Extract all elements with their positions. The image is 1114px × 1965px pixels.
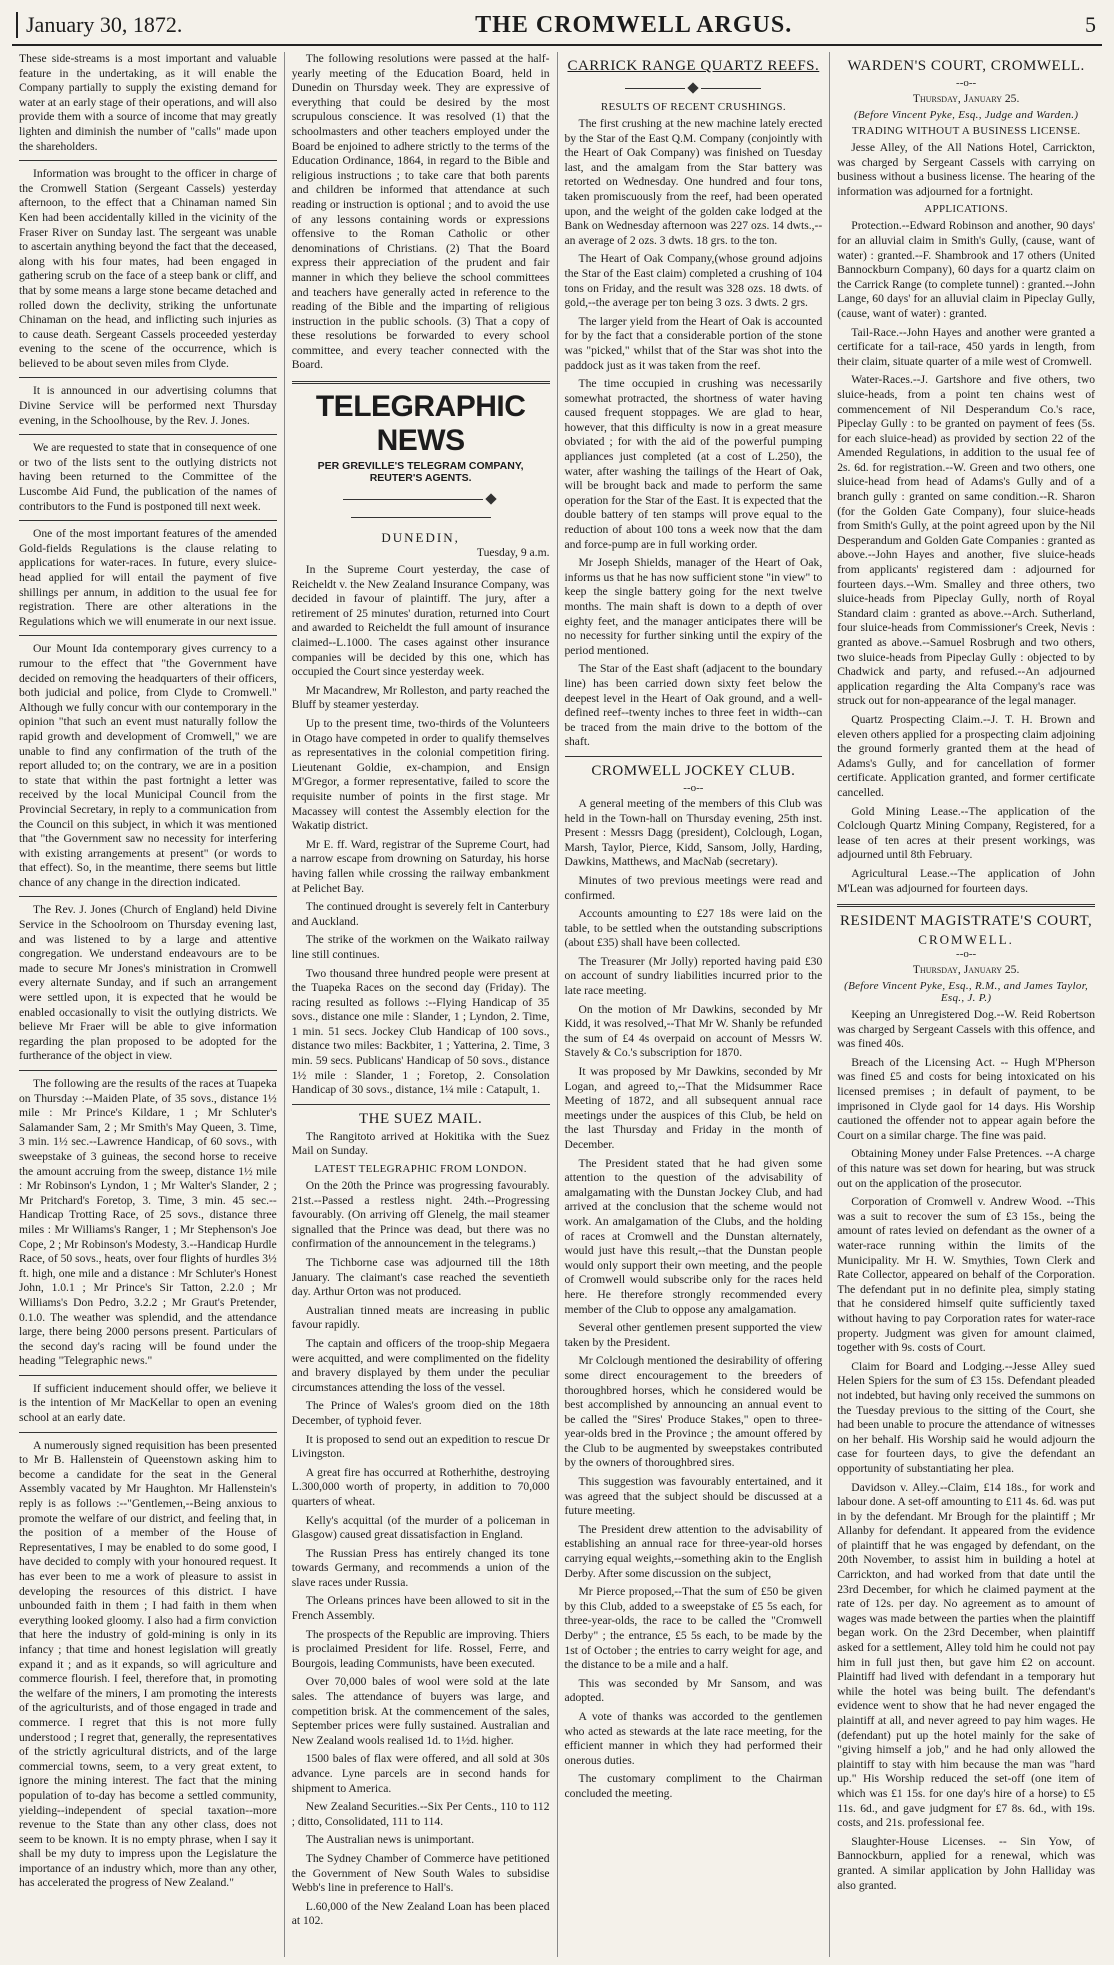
paragraph: New Zealand Securities.--Six Per Cents., 110 to 112 ; ditto, Consolidated, 111 to 114. — [291, 1800, 550, 1828]
masthead — [12, 8, 1102, 46]
suez-mail-subheading: LATEST TELEGRAPHIC FROM LONDON. — [314, 1163, 527, 1176]
paragraph: The Rangitoto arrived at Hokitika with the Suez Mail on Sunday. — [291, 1129, 550, 1158]
paragraph: The Star of the East shaft (adjacent to the boundary line) has been carried down sixty feet below the deepest level in the Heart of Oak ground, and a well-defined reef--twenty inches to three feet in width--can be traced from the main drive to the bottom of the shaft. — [564, 662, 823, 749]
dateline-place: DUNEDIN, — [381, 530, 460, 546]
paragraph: The Sydney Chamber of Commerce have petitioned the Government of New South Wales to subsidise Webb's line in preference to Hall's. — [291, 1851, 550, 1895]
divider — [565, 756, 823, 757]
paragraph: Up to the present time, two-thirds of the Volunteers in Otago have competed in order to qualify themselves as representatives in the colonial competition firing. Lieutenant Goldie, ex-champion, and Ensign M'Gregor, a former representative, failed to score the requisite number of points in the first stage. Mr Macassey will contest the Assembly election for the Wakatip district. — [291, 717, 550, 833]
paragraph: The Treasurer (Mr Jolly) reported having paid £30 on account of sundry liabilities incurred prior to the late race meeting. — [564, 954, 823, 998]
paragraph: It was proposed by Mr Dawkins, seconded by Mr Logan, and agreed to,--That the Midsummer Race Meeting of 1872, and all subsequent annual race meetings under the auspices of this Club, be held on the last Thursday and Friday in the month of December. — [564, 1065, 823, 1151]
paragraph: Mr Macandrew, Mr Rolleston, and party reached the Bluff by steamer yesterday. — [291, 683, 550, 712]
paragraph: The customary compliment to the Chairman concluded the meeting. — [564, 1772, 823, 1800]
paragraph: The Rev. J. Jones (Church of England) held Divine Service in the Schoolroom on Thursday evening last, and was listened to by a large and attentive congregation. We understand endeavours are to be made to secure Mr Jones's ministration in Cromwell every alternate Sunday, and if such an arrangement were settled upon, it is expected that he would be enabled occasionally to visit the outlying districts. We believe Mr Fraer will be able to give information regarding the plan proposed to be adopted for the furtherance of the object in view. — [19, 903, 277, 1063]
divider — [19, 520, 277, 521]
divider — [837, 904, 1095, 907]
column-2 — [285, 52, 558, 1957]
divider — [19, 896, 277, 897]
paragraph: One of the most important features of the amended Gold-fields Regulations is the clause relating to applications for water-races. In future, every sluice-head applied for will entail the payment of five shillings per annum, in addition to the usual fee for registration. There are other alterations in the Regulations which we will enumerate in our next issue. — [19, 527, 277, 628]
paragraph: Mr Joseph Shields, manager of the Heart of Oak, informs us that he has now sufficient stone "in view" to keep the single battery going for the next twelve months. The main shaft is down to a depth of over eighty feet, and the manager anticipates there will be no necessity for further sinking until the expiry of the period mentioned. — [564, 556, 823, 657]
paragraph: A numerously signed requisition has been presented to Mr B. Hallenstein of Queenstown asking him to become a candidate for the seat in the General Assembly vacated by Mr Haughton. Mr Hallenstein's reply is as follows :--"Gentlemen,--Being anxious to promote the welfare of our district, and feeling that, in the position of a member of the House of Representatives, I may be enabled to do some good, I have decided to comply with your honoured request. It has ever been to me a work of pleasure to assist in developing the resources of this district. I have unbounded faith in them ; I had faith in them when everything looked gloomy. I also had a firm conviction that here the industry of gold-mining is only in its infancy ; that time and honest legislation will greatly expand it ; and as it expands, so will agriculture and commerce flourish. I feel, therefore that, in promoting the welfare of the miners, I am promoting the interests of the agriculturists, and of those engaged in trade and commerce. I regret that this is not more fully understood ; I regret that, generally, the representatives of the strictly agricultural districts, and of the large commercial towns, seem, to a very great extent, to ignore the mining interest. The fact that the mining population of to-day has become a settled community, yielding--independent of special taxation--more revenue to the State than any other class, does not seem to be known. It is no empty phrase, when I say it shall be my duty to impress upon the Legislature the importance of an industry which, more than any other, has accelerated the progress of New Zealand." — [19, 1438, 277, 1890]
divider — [292, 1104, 550, 1105]
paragraph: A vote of thanks was accorded to the gentlemen who acted as stewards at the late race meeting, for the efficient manner in which they had performed their onerous duties. — [564, 1709, 823, 1767]
paragraph: Gold Mining Lease.--The application of the Colclough Quartz Mining Company, Registered, for a lease of ten acres at their present workings, was adjourned until 8th February. — [837, 804, 1095, 862]
magistrates-court-place: CROMWELL. — [918, 932, 1014, 948]
jockey-club-heading: CROMWELL JOCKEY CLUB. — [591, 762, 796, 779]
paragraph: We are requested to state that in consequence of one or two of the lists sent to the outlying districts not having been returned to the Committee of the Luscombe Aid Fund, the publication of the names of contributors to the Fund is postponed till next week. — [19, 441, 277, 513]
newspaper-title: THE CROMWELL ARGUS. — [475, 11, 793, 38]
divider — [292, 381, 550, 384]
paragraph: Kelly's acquittal (of the murder of a policeman in Glasgow) caused great dissatisfaction in England. — [291, 1513, 550, 1542]
paragraph: Obtaining Money under False Pretences. --A charge of this nature was set down for hearing, but was struck out on the application of the prosecutor. — [837, 1147, 1095, 1190]
paragraph: The time occupied in crushing was necessarily somewhat protracted, the shortness of water having caused frequent stoppages. We are glad to hear, however, that this difficulty is now in a great measure obviated ; for with the aid of the powerful pumping appliances just completed (at a cost of L.250), the water, after washing the tailings of the Heart of Oak, will be brought back and made to perform the same operation for the Star of the East. It is expected that the double battery of ten stamps will prove equal to the reduction of about 100 tons a week now that the dam and force-pump are in full working order. — [564, 377, 823, 551]
paragraph: Tail-Race.--John Hayes and another were granted a certificate for a tail-race, 450 yards in length, from their claim, situate quarter of a mile west of Cromwell. — [837, 325, 1095, 368]
paragraph: Minutes of two previous meetings were read and confirmed. — [564, 873, 823, 902]
paragraph: The continued drought is severely felt in Canterbury and Auckland. — [291, 900, 550, 928]
separator: --o-- — [956, 77, 977, 89]
paragraph: It is announced in our advertising columns that Divine Service will be performed next Thursday evening, in the Schoolhouse, by the Rev. J. Jones. — [19, 384, 277, 427]
divider — [19, 1070, 277, 1071]
paragraph: A general meeting of the members of this Club was held in the Town-hall on Thursday evening, 25th inst. Present : Messrs Dagg (president), Colclough, Logan, Marsh, Taylor, Pierce, Kidd, Sansom, Jolly, Harding, Dawkins, Matthews, and MacNab (secretary). — [564, 796, 823, 869]
divider — [19, 160, 277, 161]
paragraph: Corporation of Cromwell v. Andrew Wood. --This was a suit to recover the sum of £3 15s., being the amount of rates levied on defendant as the owner of a water-race running within the limits of the Municipality. Mr H. W. Smythies, Town Clerk and Rate Collector, appeared on behalf of the Corporation. The defendant put in no definite plea, simply stating that he considered himself quite sufficiently taxed without having to pay Corporation rates for water-race property. Judgment was given for amount claimed, together with 9s. costs of Court. — [837, 1195, 1095, 1355]
paragraph: Claim for Board and Lodging.--Jesse Alley sued Helen Spiers for the sum of £3 15s. Defendant pleaded not indebted, but having only received the summons on the Tuesday previous to the sitting of the Court, she had been unable to procure the attendance of witnesses on her behalf. His Worship said he would adjourn the case for fourteen days, to give the defendant an opportunity of substantiating her plea. — [837, 1359, 1095, 1475]
paragraph: Two thousand three hundred people were present at the Tuapeka Races on the second day (Friday). The racing resulted as follows :--Flying Handicap of 35 sovs., distance one mile : Slander, 1 ; Lyndon, 2. Time, 1 min. 51 secs. Jockey Club Handicap of 100 sovs., distance two miles: Backbiter, 1 ; Yatterina, 2. Time, 3 min. 59 secs. Publicans' Handicap of 50 sovs., distance 1½ mile : Slander, 1 ; Foretop, 2. Consolation Handicap of 30 sovs., distance, 1¼ mile : Catapult, 1. — [291, 966, 550, 1097]
carrick-range-subheading: RESULTS OF RECENT CRUSHINGS. — [600, 101, 786, 113]
paragraph: Australian tinned meats are increasing in public favour rapidly. — [291, 1303, 550, 1332]
paragraph: 1500 bales of flax were offered, and all sold at 30s advance. Lyne parcels are in second hands for shipment to America. — [291, 1752, 550, 1795]
paragraph: These side-streams is a most important and valuable feature in the undertaking, as it will enable the Company partially to supply the existing demand for water at an early stage of their operations, and will also provide them with a source of income that may greatly lighten and diminish the number of "calls" made upon the shareholders. — [19, 52, 277, 153]
column-1 — [12, 52, 285, 1957]
paragraph: Keeping an Unregistered Dog.--W. Reid Robertson was charged by Sergeant Cassels with this offence, and was fined 40s. — [837, 1008, 1095, 1051]
issue-date: January 30, 1872. — [16, 12, 182, 38]
court-bench: (Before Vincent Pyke, Esq., R.M., and James Taylor, Esq., J. P.) — [844, 980, 1089, 1005]
column-4 — [830, 52, 1102, 1957]
paragraph: Mr E. ff. Ward, registrar of the Supreme Court, had a narrow escape from drowning on Saturday, his horse having fallen while crossing the railway embankment at Pelichet Bay. — [291, 837, 550, 895]
paragraph: Quartz Prospecting Claim.--J. T. H. Brown and eleven others applied for a prospecting claim adjoining the ground formerly granted them at the head of Adams's Gully, and for cancellation of former certificate. Application granted, and former certificate cancelled. — [837, 712, 1095, 799]
paragraph: A great fire has occurred at Rotherhithe, destroying L.300,000 worth of property, in addition to 70,000 quarters of wheat. — [291, 1465, 550, 1508]
telegraphic-news-heading: TELEGRAPHIC NEWS — [315, 390, 526, 458]
divider — [19, 1375, 277, 1376]
column-3 — [558, 52, 831, 1957]
paragraph: The following resolutions were passed at the half-yearly meeting of the Education Board, held in Dunedin on Thursday week. They are expressive of everything that could be desired by the most scrupulous conscience. It was resolved (1) that the schoolmasters and other teachers employed under the Board be enjoined to adhere strictly to the terms of the Education Ordinance, 1864, in regard to the Bible and religious instructions ; to take care that both parents and children be informed that attendance at such reading or instruction is optional ; and to avoid the use of any lessons containing words or expressions offensive to the Roman Catholic or other denominations of Christians. (2) That the Board express their appreciation of the prudent and fair manner in which they believe the school committees and teachers have generally acted in reference to the reading of the Bible and the imparting of religious instruction in the public schools. (3) That a copy of these resolutions be forwarded to every school committee, and every teacher connected with the Board. — [291, 52, 550, 372]
paragraph: L.60,000 of the New Zealand Loan has been placed at 102. — [291, 1899, 550, 1928]
paragraph: Breach of the Licensing Act. -- Hugh M'Pherson was fined £5 and costs for being intoxicated on his licensed premises ; in default of payment, to be imprisoned in Clyde gaol for 14 days. His Worship cautioned the offender not to appear again before the Court on a similar charge. The fine was paid. — [837, 1055, 1095, 1142]
section-heading: APPLICATIONS. — [924, 203, 1008, 216]
paragraph: Water-Races.--J. Gartshore and five others, two sluice-heads, from a point ten chains west of commencement of Nil Desperandum Co.'s race, Pipeclay Gully : to be granted on payment of fees (5s. for each sluice-head) as provided by section 22 of the Amended Regulations, in addition to the usual fee of 2s. 6d. for registration.--W. Green and two others, one sluice-head from head of Adams's Gully and of a branch gully : granted on same condition.--R. Sharon (for the Golden Gate Company), four sluice-heads from Smith's Gully, at the point agreed upon by the Nil Desperandum and Golden Gate Companies : granted as above.--John Hayes and another, five sluice-heads from applicants' registered dam : adjourned for fourteen days.--Wm. Smalley and three others, two sluice-heads from Pipeclay Gully, north of Royal Standard claim : granted as above.--Arch. Sutherland, four sluice-heads from Commissioner's Creek, Nevis : granted as above.--Samuel Rosbrugh and two others, two sluice-heads from Pipeclay Gully : objected to by Chadwick and party, and refused.--An adjourned application regarding the Alta Company's race was struck out for non-appearance of the legal manager. — [837, 373, 1095, 708]
paragraph: The prospects of the Republic are improving. Thiers is proclaimed President for life. Rossel, Ferre, and Bourgois, leading Communists, have been executed. — [291, 1627, 550, 1670]
paragraph: Protection.--Edward Robinson and another, 90 days' for an alluvial claim in Smith's Gully, (cause, want of water) : granted.--F. Shambrook and 17 others (United Bannockburn Company), 60 days for a quartz claim on the Carrick Range (to complete tunnel) : granted.--John Lange, 60 days' for an alluvial claim in Pipeclay Gully, (cause, want of water) : granted. — [837, 219, 1095, 320]
paragraph: Slaughter-House Licenses. -- Sin Yow, of Bannockburn, applied for a renewal, which was granted. A similar application by John Halliday was also granted. — [837, 1834, 1095, 1892]
divider — [19, 434, 277, 435]
paragraph: Davidson v. Alley.--Claim, £14 18s., for work and labour done. A set-off amounting to £11 4s. 6d. was put in by the defendant. Mr Brough for the plaintiff ; Mr Allanby for defendant. It appeared from the evidence of plaintiff that he was engaged by defendant, on the 20th November, to assist him in building a hotel at Carrickton, and had worked from that date until the 23rd December, for which he claimed payment at the rate of 12s. per day. No agreement as to amount of wages was made between the parties when the plaintiff began work. On the 23rd December, when plaintiff asked for a settlement, Alley told him he could not pay him in full just then, but gave him £2 on account. Plaintiff had lived with defendant in a temporary hut while the hotel was being built. The defendant's evidence went to show that he had never engaged the plaintiff at all, and never agreed to pay him wages. He (defendant) put up the hotel mainly for the sake of "giving himself a job," and he had only allowed the plaintiff to stay with him because the man was "hard up." His Worship reduced the set-off (one item of which was £1 15s. for one day's hire of a horse) to £5 11s. 6d., and gave judgment for £7 8s. 6d., with 19s. costs, and 21s. professional fee. — [837, 1480, 1095, 1830]
divider — [19, 635, 277, 636]
paragraph: The Russian Press has entirely changed its tone towards Germany, and recommends a union of the slave races under Russia. — [291, 1546, 550, 1589]
carrick-range-heading: CARRICK RANGE QUARTZ REEFS. — [567, 58, 820, 74]
paragraph: Information was brought to the officer in charge of the Cromwell Station (Sergeant Cassels) yesterday afternoon, to the effect that a Chinaman named Sin Ken had been accidentally killed in the vicinity of the Fraser River on Sunday last. The sergeant was unable to ascertain anything beyond the fact that the deceased, along with his four mates, had been engaged in gathering scrub on the face of a steep bank or cliff, and that by some means a large stone became detached and rolled down the declivity, striking the unfortunate Chinaman on the head, and inflicting such injuries as to cause death. Sergeant Cassels proceeded yesterday evening to the scene of the occurrence, which is believed to be about seven miles from Clyde. — [19, 167, 277, 370]
divider — [19, 377, 277, 378]
separator: --o-- — [956, 948, 977, 961]
paragraph: The Prince of Wales's groom died on the 18th December, of typhoid fever. — [291, 1399, 550, 1427]
dateline: Thursday, January 25. — [912, 963, 1020, 977]
paragraph: Our Mount Ida contemporary gives currency to a rumour to the effect that "the Government have decided on removing the headquarters of their officers, both judicial and police, from Clyde to Cromwell." Although we fully concur with our contemporary in the opinion "that such an event must naturally follow the rapid growth and development of Cromwell," we are unable to find any confirmation of the truth of the report alluded to; on the contrary, we are in a position to state that within the past fortnight a letter was received by the local Municipal Council from the Provincial Secretary, in reply to a communication from the Council on this subject, in which it was mentioned that "the Government saw no necessity for interfering with existing arrangements at present" (or words to that effect). So, in the meantime, there seems but little chance of any change in the direction indicated. — [19, 642, 277, 889]
dateline: Thursday, January 25. — [912, 92, 1020, 105]
paragraph: Agricultural Lease.--The application of John M'Lean was adjourned for fourteen days. — [837, 866, 1095, 895]
ornament — [292, 490, 550, 526]
magistrates-court-heading: RESIDENT MAGISTRATE'S COURT, — [839, 913, 1093, 930]
paragraph: The President stated that he had given some attention to the question of the advisability of amalgamating with the Dunstan Jockey Club, and had arrived at the conclusion that the scheme would not work. An amalgamation of the Clubs, and the holding of races at Cromwell and the Dunstan alternately, would just have this result,--that the Dunstan people would only support their own meeting, and the people of Cromwell would subscribe only for the races held here. He therefore strongly recommended every member of the Club to oppose any amalgamation. — [564, 1156, 823, 1316]
separator: --o-- — [683, 781, 704, 794]
paragraph: The Heart of Oak Company,(whose ground adjoins the Star of the East claim) completed a crushing of 104 tons on Friday, and the result was 328 ozs. 18 dwts. of gold,--the average per ton being 3 ozs. 3 dwts. 2 grs. — [564, 252, 823, 310]
ornament — [565, 79, 823, 97]
paragraph: The larger yield from the Heart of Oak is accounted for by the fact that a considerable portion of the stone was "picked," whilst that of the Star was shot into the paddock just as it was taken from the reef. — [564, 314, 823, 372]
suez-mail-heading: THE SUEZ MAIL. — [359, 1110, 483, 1127]
paragraph: Accounts amounting to £27 18s were laid on the table, to be settled when the outstanding subscriptions (about £35) shall have been collected. — [564, 907, 823, 950]
paragraph: If sufficient inducement should offer, we believe it is the intention of Mr MacKellar to open an evening school at an early date. — [19, 1381, 277, 1425]
paragraph: The Australian news is unimportant. — [305, 1833, 475, 1847]
paragraph: On the 20th the Prince was progressing favourably. 21st.--Passed a restless night. 24th.--Progressing favourably. (On arriving off Glenelg, the mail steamer signalled that the Prince was dead, but there was no confirmation of the announcement in the telegrams.) — [291, 1179, 550, 1251]
paragraph: Mr Colclough mentioned the desirability of offering some direct encouragement to the breeders of thoroughbred horses, which he considered would be best accomplished by announcing an annual event to be called the "Sires' Produce Stakes," open to three-year-olds bred in the Province ; the amount offered by the Club to be augmented by sweepstakes contributed by the owners of thoroughbred sires. — [564, 1354, 823, 1470]
telegraphic-news-subheading: PER GREVILLE'S TELEGRAM COMPANY, REUTER'S AGENTS. — [317, 460, 524, 485]
paragraph: On the motion of Mr Dawkins, seconded by Mr Kidd, it was resolved,--That Mr W. Shanly be refunded the sum of £4 4s overpaid on account of Messrs W. Stavely & Co.'s subscription for 1870. — [564, 1002, 823, 1060]
paragraph: Mr Pierce proposed,--That the sum of £50 be given by this Club, added to a sweepstake of £5 5s each, for three-year-olds, the race to be called the "Cromwell Derby" ; the entrance, £5 5s each, to be made by the 1st of October ; the entries to carry weight for age, and the distance to be a mile and a half. — [564, 1585, 823, 1672]
paragraph: The strike of the workmen on the Waikato railway line still continues. — [291, 933, 550, 961]
divider — [19, 1432, 277, 1433]
dateline: Tuesday, 9 a.m. — [476, 546, 550, 560]
columns — [12, 52, 1102, 1957]
paragraph: Over 70,000 bales of wool were sold at the late sales. The attendance of buyers was large, and competition brisk. At the commencement of the sales, September prices were fully sustained. Australian and New Zealand wools realised 1d. to 1½d. higher. — [291, 1675, 550, 1747]
paragraph: The Tichborne case was adjourned till the 18th January. The claimant's case reached the seventieth day. Arthur Orton was not produced. — [291, 1256, 550, 1299]
paragraph: The first crushing at the new machine lately erected by the Star of the East Q.M. Company (conjointly with the Heart of Oak Company) was finished on Tuesday last, and the amalgam from the Star battery was retorted on Wednesday. One hundred and four tons, taken promiscuously from the reef, had been operated upon, and the weight of the golden cake lodged at the Bank on Wednesday afternoon was 227 ozs. 14 dwts.,--an average of 2 ozs. 3 dwts. 18 grs. to the ton. — [564, 117, 823, 247]
paragraph: The following are the results of the races at Tuapeka on Thursday :--Maiden Plate, of 35 sovs., distance 1½ mile : Mr Prince's Kildare, 1 ; Mr Schluter's Salamander Sam, 2 ; Mr Smith's May Queen, 3. Time, 3 min. 1½ sec.--Lawrence Handicap, of 60 sovs., with sweepstake of 3 guineas, the second horse to receive the amount accruing from the sweep, distance 1½ mile : Mr Robinson's Lyndon, 1 ; Mr Walter's Slander, 2 ; Mr Pritchard's Foretop, 3. Time, 3 min. 45 sec.--Handicap Trotting Race, of 25 sovs., distance three miles : Mr Williams's Ranger, 1 ; Mr Stephenson's Joe Cope, 2 ; Mr Robinson's Modesty, 3.--Handicap Hurdle Race, of 50 sovs., heats, over four flights of hurdles 3½ ft. high, one mile and a distance : Mr Schluter's Honest John, 1.0.1 ; Mr Prince's Sir Tatton, 2.2.0 ; Mr Williams's Don Pedro, 3.2.2 ; Mr Graut's Pretender, 0.1.0. The weather was splendid, and the attendance large, there being 2000 persons present. Particulars of the second day's racing will be found under the heading "Telegraphic news." — [19, 1077, 277, 1368]
section-heading: TRADING WITHOUT A BUSINESS LICENSE. — [851, 125, 1081, 137]
wardens-court-heading: WARDEN'S COURT, CROMWELL. — [847, 58, 1085, 74]
paragraph: This was seconded by Mr Sansom, and was adopted. — [564, 1676, 823, 1705]
paragraph: In the Supreme Court yesterday, the case of Reicheldt v. the New Zealand Insurance Company, was decided in favour of plaintiff. The jury, after a retirement of 25 minutes' duration, returned into Court and awarded to Reicheldt the full amount of insurance claimed--L.1000. The cases against other insurance companies will be decided by this one, which has occupied the Court since yesterday week. — [291, 563, 550, 679]
paragraph: The captain and officers of the troop-ship Megaera were acquitted, and were complimented on the fidelity and bravery displayed by them under the peculiar circumstances attending the loss of the vessel. — [291, 1336, 550, 1394]
paragraph: The President drew attention to the advisability of establishing an annual race for three-year-old horses carrying equal weights,--something akin to the English Derby. After some discussion on the subject, — [564, 1522, 823, 1580]
paragraph: Jesse Alley, of the All Nations Hotel, Carrickton, was charged by Sergeant Cassels with carrying on business without a business license. The hearing of the information was adjourned for a fortnight. — [837, 141, 1095, 198]
paragraph: It is proposed to send out an expedition to rescue Dr Livingston. — [291, 1432, 550, 1461]
paragraph: The Orleans princes have been allowed to sit in the French Assembly. — [291, 1594, 550, 1623]
paragraph: This suggestion was favourably entertained, and it was agreed that the subject should be discussed at a future meeting. — [564, 1475, 823, 1518]
page-number: 5 — [1084, 12, 1096, 37]
court-bench: (Before Vincent Pyke, Esq., Judge and Warden.) — [853, 109, 1079, 121]
paragraph: Several other gentlemen present supported the view taken by the President. — [564, 1321, 823, 1349]
